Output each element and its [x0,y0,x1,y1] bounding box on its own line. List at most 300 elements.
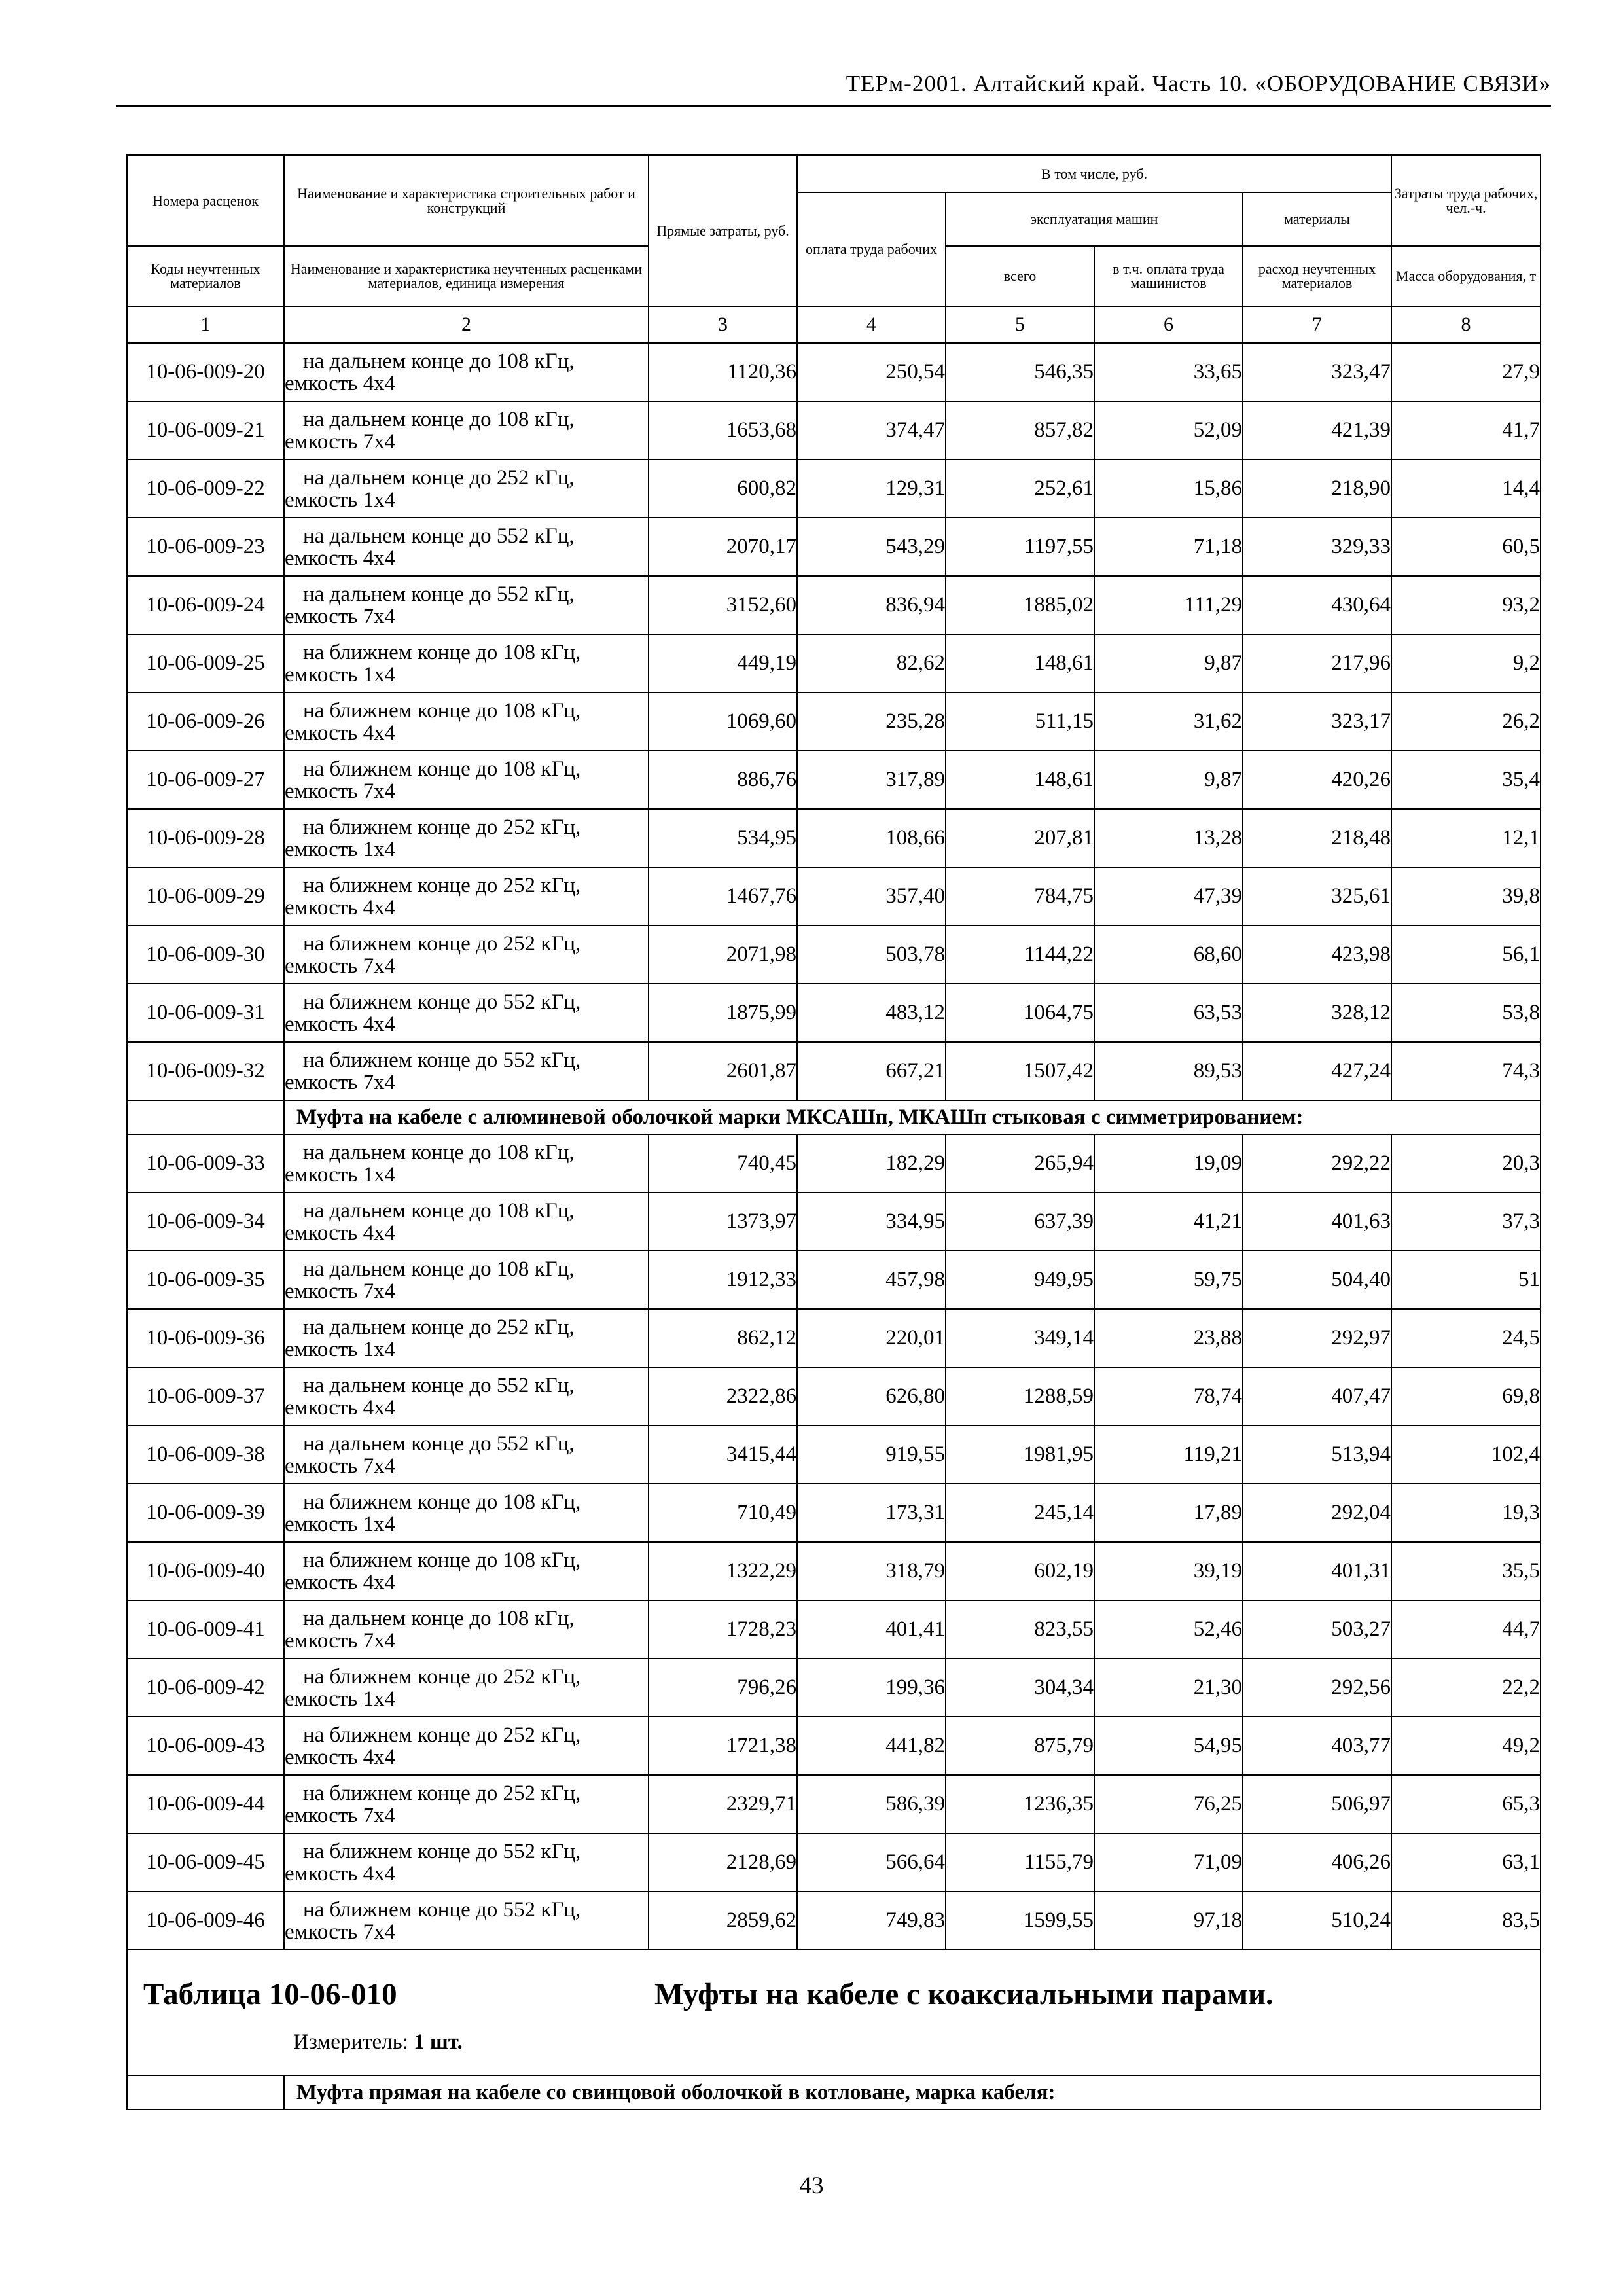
work-description [284,1484,649,1542]
labor-hours: 27,9 [1391,343,1541,401]
description-line-1: на ближнем конце до 552 кГц, [303,990,581,1014]
header-machine-total: всего [946,246,1094,306]
labor-hours: 35,5 [1391,1542,1541,1600]
worker-pay: 334,95 [797,1193,946,1251]
work-description [284,751,649,809]
worker-pay: 503,78 [797,925,946,984]
direct-costs: 862,12 [649,1309,797,1367]
machinist-pay: 97,18 [1094,1892,1243,1950]
machinist-pay: 9,87 [1094,751,1243,809]
column-number: 8 [1391,306,1541,343]
machine-total: 304,34 [946,1659,1094,1717]
machinist-pay: 9,87 [1094,634,1243,692]
work-description [284,343,649,401]
labor-hours: 35,4 [1391,751,1541,809]
column-number: 3 [649,306,797,343]
work-description [284,984,649,1042]
direct-costs: 740,45 [649,1134,797,1193]
labor-hours: 9,2 [1391,634,1541,692]
machinist-pay: 119,21 [1094,1426,1243,1484]
materials: 430,64 [1243,576,1391,634]
header-worker-pay: оплата труда рабочих [797,192,946,306]
header-material-description: Наименование и характеристика неучтенных расценками материалов, единица измерения [284,246,649,306]
machinist-pay: 54,95 [1094,1717,1243,1775]
column-number: 2 [284,306,649,343]
description-line-1: на дальнем концe до 108 кГц, [303,349,575,373]
header-work-description: Наименование и характеристика строительных работ и конструкций [284,155,649,246]
labor-hours: 56,1 [1391,925,1541,984]
measure-unit [293,2030,463,2054]
materials: 423,98 [1243,925,1391,984]
table-row [127,867,1541,925]
machinist-pay: 47,39 [1094,867,1243,925]
worker-pay: 483,12 [797,984,946,1042]
header-rate-numbers: Номера расценок [127,155,284,246]
labor-hours: 102,4 [1391,1426,1541,1484]
table-row [127,634,1541,692]
measure-label: Измеритель: [293,2030,408,2054]
description-line-1: на ближнем конце до 552 кГц, [303,1048,581,1072]
work-description [284,1367,649,1426]
description-line-1: на дальнем концe до 252 кГц, [303,465,575,490]
description-line-2: емкость 7x4 [285,779,396,803]
rate-code: 10-06-009-22 [127,459,284,518]
labor-hours: 22,2 [1391,1659,1541,1717]
header-equipment-mass: Масса оборудования, т [1391,246,1541,306]
machinist-pay: 76,25 [1094,1775,1243,1833]
machinist-pay: 41,21 [1094,1193,1243,1251]
worker-pay: 457,98 [797,1251,946,1309]
worker-pay: 82,62 [797,634,946,692]
table-row [127,576,1541,634]
work-description [284,1251,649,1309]
worker-pay: 626,80 [797,1367,946,1426]
work-description [284,634,649,692]
description-line-1: на ближнем конце до 252 кГц, [303,1664,581,1689]
worker-pay: 250,54 [797,343,946,401]
header-machine-operation: эксплуатация машин [946,192,1243,246]
header-material-consumption: расход неучтенных материалов [1243,246,1391,306]
labor-hours: 39,8 [1391,867,1541,925]
table-row [127,1542,1541,1600]
column-number: 4 [797,306,946,343]
machine-total: 1064,75 [946,984,1094,1042]
direct-costs: 2071,98 [649,925,797,984]
machine-total: 784,75 [946,867,1094,925]
description-line-1: на дальнем концe до 252 кГц, [303,1315,575,1339]
description-line-1: на ближнем конце до 108 кГц, [303,1490,581,1514]
table-row [127,401,1541,459]
direct-costs: 534,95 [649,809,797,867]
table-row [127,343,1541,401]
rate-code: 10-06-009-37 [127,1367,284,1426]
materials: 513,94 [1243,1426,1391,1484]
work-description [284,1042,649,1100]
work-description [284,459,649,518]
description-line-1: на ближнем конце до 252 кГц, [303,815,581,839]
work-description [284,692,649,751]
header-material-codes: Коды неучтенных материалов [127,246,284,306]
work-description [284,925,649,984]
machinist-pay: 89,53 [1094,1042,1243,1100]
machinist-pay: 63,53 [1094,984,1243,1042]
direct-costs: 1373,97 [649,1193,797,1251]
description-line-1: на ближнем конце до 252 кГц, [303,1723,581,1747]
direct-costs: 2322,86 [649,1367,797,1426]
machine-total: 1599,55 [946,1892,1094,1950]
worker-pay: 374,47 [797,401,946,459]
next-table-name: Муфты на кабеле с коаксиальными парами. [654,1977,1274,2011]
labor-hours: 12,1 [1391,809,1541,867]
worker-pay: 129,31 [797,459,946,518]
work-description [284,1717,649,1775]
description-line-2: емкость 4x4 [285,371,396,395]
machinist-pay: 19,09 [1094,1134,1243,1193]
materials: 503,27 [1243,1600,1391,1659]
direct-costs: 1069,60 [649,692,797,751]
table-header [127,155,1541,343]
description-line-2: емкость 4x4 [285,1861,396,1886]
work-description [284,1134,649,1193]
machine-total: 1288,59 [946,1367,1094,1426]
description-line-2: емкость 4x4 [285,1221,396,1245]
materials: 401,63 [1243,1193,1391,1251]
table-row [127,984,1541,1042]
description-line-1: на ближнем конце до 108 кГц, [303,640,581,664]
description-line-1: на ближнем конце до 252 кГц, [303,873,581,897]
rate-code: 10-06-009-40 [127,1542,284,1600]
table-row [127,1193,1541,1251]
machinist-pay: 33,65 [1094,343,1243,401]
worker-pay: 182,29 [797,1134,946,1193]
machine-total: 1144,22 [946,925,1094,984]
column-number: 6 [1094,306,1243,343]
labor-hours: 93,2 [1391,576,1541,634]
rate-code: 10-06-009-21 [127,401,284,459]
direct-costs: 2128,69 [649,1833,797,1892]
rate-code: 10-06-009-24 [127,576,284,634]
labor-hours: 63,1 [1391,1833,1541,1892]
machine-total: 207,81 [946,809,1094,867]
machine-total: 1885,02 [946,576,1094,634]
table-row [127,518,1541,576]
materials: 510,24 [1243,1892,1391,1950]
section-spacer [127,2075,284,2109]
machine-total: 1981,95 [946,1426,1094,1484]
rate-code: 10-06-009-36 [127,1309,284,1367]
rate-code: 10-06-009-30 [127,925,284,984]
labor-hours: 60,5 [1391,518,1541,576]
rates-table [126,154,1541,2110]
direct-costs: 3415,44 [649,1426,797,1484]
description-line-2: емкость 4x4 [285,1745,396,1769]
description-line-1: на дальнем концe до 552 кГц, [303,1373,575,1397]
machine-total: 245,14 [946,1484,1094,1542]
machine-total: 148,61 [946,751,1094,809]
worker-pay: 318,79 [797,1542,946,1600]
worker-pay: 357,40 [797,867,946,925]
description-line-1: на ближнем конце до 552 кГц, [303,1839,581,1863]
header-machinist-pay: в т.ч. оплата труда машинистов [1094,246,1243,306]
worker-pay: 317,89 [797,751,946,809]
description-line-1: на дальнем концe до 108 кГц, [303,1257,575,1281]
rows-group-a [127,343,1541,1100]
table-row [127,459,1541,518]
table-row [127,1134,1541,1193]
direct-costs: 796,26 [649,1659,797,1717]
rate-code: 10-06-009-34 [127,1193,284,1251]
description-line-1: на ближнем конце до 552 кГц, [303,1897,581,1922]
labor-hours: 49,2 [1391,1717,1541,1775]
machinist-pay: 111,29 [1094,576,1243,634]
machinist-pay: 39,19 [1094,1542,1243,1600]
column-number-row [127,306,1541,343]
description-line-2: емкость 1x4 [285,1162,396,1187]
machine-total: 265,94 [946,1134,1094,1193]
materials: 328,12 [1243,984,1391,1042]
rate-code: 10-06-009-45 [127,1833,284,1892]
direct-costs: 886,76 [649,751,797,809]
header-including: В том числе, руб. [797,155,1391,192]
description-line-1: на ближнем конце до 252 кГц, [303,931,581,956]
measure-value: 1 шт. [414,2030,463,2054]
rate-code: 10-06-009-38 [127,1426,284,1484]
rate-code: 10-06-009-25 [127,634,284,692]
table-row [127,1309,1541,1367]
work-description [284,1833,649,1892]
labor-hours: 19,3 [1391,1484,1541,1542]
direct-costs: 1653,68 [649,401,797,459]
work-description [284,809,649,867]
direct-costs: 1467,76 [649,867,797,925]
description-line-1: на дальнем концe до 108 кГц, [303,407,575,431]
header-materials: материалы [1243,192,1391,246]
work-description [284,1309,649,1367]
rate-code: 10-06-009-27 [127,751,284,809]
materials: 406,26 [1243,1833,1391,1892]
description-line-2: емкость 7x4 [285,1454,396,1478]
table-row [127,1833,1541,1892]
direct-costs: 1322,29 [649,1542,797,1600]
materials: 292,22 [1243,1134,1391,1193]
worker-pay: 566,64 [797,1833,946,1892]
column-number: 1 [127,306,284,343]
worker-pay: 586,39 [797,1775,946,1833]
materials: 292,04 [1243,1484,1391,1542]
work-description [284,401,649,459]
machine-total: 602,19 [946,1542,1094,1600]
worker-pay: 235,28 [797,692,946,751]
direct-costs: 1721,38 [649,1717,797,1775]
worker-pay: 401,41 [797,1600,946,1659]
machinist-pay: 21,30 [1094,1659,1243,1717]
section-1 [127,1100,1541,1134]
rate-code: 10-06-009-41 [127,1600,284,1659]
worker-pay: 173,31 [797,1484,946,1542]
column-number: 5 [946,306,1094,343]
labor-hours: 65,3 [1391,1775,1541,1833]
direct-costs: 2601,87 [649,1042,797,1100]
header-labor-hours: Затраты труда рабочих, чел.-ч. [1391,155,1541,246]
description-line-2: емкость 4x4 [285,1395,396,1420]
rate-code: 10-06-009-32 [127,1042,284,1100]
direct-costs: 2070,17 [649,518,797,576]
work-description [284,1775,649,1833]
work-description [284,1193,649,1251]
machine-total: 1236,35 [946,1775,1094,1833]
rate-code: 10-06-009-43 [127,1717,284,1775]
labor-hours: 37,3 [1391,1193,1541,1251]
description-line-1: на дальнем концe до 552 кГц, [303,1431,575,1456]
description-line-1: на ближнем конце до 108 кГц, [303,1548,581,1572]
table-row [127,1426,1541,1484]
labor-hours: 20,3 [1391,1134,1541,1193]
description-line-1: на дальнем концe до 108 кГц, [303,1198,575,1223]
direct-costs: 2329,71 [649,1775,797,1833]
work-description [284,1542,649,1600]
machine-total: 511,15 [946,692,1094,751]
machine-total: 637,39 [946,1193,1094,1251]
machinist-pay: 71,18 [1094,518,1243,576]
materials: 407,47 [1243,1367,1391,1426]
machinist-pay: 31,62 [1094,692,1243,751]
direct-costs: 2859,62 [649,1892,797,1950]
header-direct-costs: Прямые затраты, руб. [649,155,797,306]
machinist-pay: 23,88 [1094,1309,1243,1367]
materials: 218,90 [1243,459,1391,518]
next-table-block [127,1950,1541,2109]
labor-hours: 44,7 [1391,1600,1541,1659]
rate-code: 10-06-009-31 [127,984,284,1042]
direct-costs: 1120,36 [649,343,797,401]
table-row [127,751,1541,809]
materials: 329,33 [1243,518,1391,576]
table-row [127,1892,1541,1950]
worker-pay: 199,36 [797,1659,946,1717]
machinist-pay: 17,89 [1094,1484,1243,1542]
description-line-1: на дальнем концe до 552 кГц, [303,524,575,548]
labor-hours: 14,4 [1391,459,1541,518]
materials: 421,39 [1243,401,1391,459]
worker-pay: 543,29 [797,518,946,576]
work-description [284,518,649,576]
machinist-pay: 52,46 [1094,1600,1243,1659]
machine-total: 148,61 [946,634,1094,692]
machinist-pay: 15,86 [1094,459,1243,518]
table-row [127,1042,1541,1100]
table-row [127,1600,1541,1659]
direct-costs: 600,82 [649,459,797,518]
worker-pay: 836,94 [797,576,946,634]
work-description [284,1892,649,1950]
materials: 323,17 [1243,692,1391,751]
section-spacer [127,1100,284,1134]
table-row [127,925,1541,984]
materials: 217,96 [1243,634,1391,692]
worker-pay: 441,82 [797,1717,946,1775]
description-line-2: емкость 1x4 [285,1512,396,1536]
rate-code: 10-06-009-35 [127,1251,284,1309]
table-row [127,1484,1541,1542]
materials: 325,61 [1243,867,1391,925]
labor-hours: 24,5 [1391,1309,1541,1367]
description-line-2: емкость 7x4 [285,1920,396,1944]
description-line-1: на ближнем конце до 108 кГц, [303,757,581,781]
machine-total: 1507,42 [946,1042,1094,1100]
section-heading: Муфта на кабеле с алюминевой оболочкой марки МКСАШп, МКАШп стыковая с симметрированием: [284,1100,1541,1134]
machinist-pay: 52,09 [1094,401,1243,459]
header-rule [116,105,1551,107]
direct-costs: 1912,33 [649,1251,797,1309]
description-line-2: емкость 7x4 [285,954,396,978]
description-line-2: емкость 4x4 [285,721,396,745]
rate-code: 10-06-009-23 [127,518,284,576]
materials: 504,40 [1243,1251,1391,1309]
description-line-2: емкость 7x4 [285,429,396,454]
rate-code: 10-06-009-20 [127,343,284,401]
description-line-2: емкость 1x4 [285,1337,396,1361]
direct-costs: 449,19 [649,634,797,692]
description-line-2: емкость 1x4 [285,1687,396,1711]
rate-code: 10-06-009-46 [127,1892,284,1950]
direct-costs: 710,49 [649,1484,797,1542]
materials: 292,97 [1243,1309,1391,1367]
materials: 401,31 [1243,1542,1391,1600]
section-heading: Муфта прямая на кабеле со свинцовой оболочкой в котловане, марка кабеля: [284,2075,1541,2109]
table-row [127,692,1541,751]
work-description [284,1659,649,1717]
labor-hours: 83,5 [1391,1892,1541,1950]
labor-hours: 26,2 [1391,692,1541,751]
machinist-pay: 68,60 [1094,925,1243,984]
materials: 506,97 [1243,1775,1391,1833]
table-row [127,1659,1541,1717]
direct-costs: 3152,60 [649,576,797,634]
rate-code: 10-06-009-42 [127,1659,284,1717]
page-number: 43 [799,2172,824,2199]
machinist-pay: 71,09 [1094,1833,1243,1892]
table-row [127,1717,1541,1775]
machine-total: 546,35 [946,343,1094,401]
machine-total: 949,95 [946,1251,1094,1309]
work-description [284,1600,649,1659]
machinist-pay: 78,74 [1094,1367,1243,1426]
machinist-pay: 59,75 [1094,1251,1243,1309]
labor-hours: 69,8 [1391,1367,1541,1426]
machine-total: 252,61 [946,459,1094,518]
machine-total: 875,79 [946,1717,1094,1775]
next-table-title-cell [127,1950,1541,2075]
table-row [127,1775,1541,1833]
description-line-2: емкость 7x4 [285,1628,396,1653]
description-line-2: емкость 4x4 [285,1012,396,1036]
machine-total: 349,14 [946,1309,1094,1367]
machine-total: 1197,55 [946,518,1094,576]
rate-code: 10-06-009-26 [127,692,284,751]
rate-code: 10-06-009-28 [127,809,284,867]
rows-group-b [127,1134,1541,1950]
description-line-2: емкость 7x4 [285,1279,396,1303]
machinist-pay: 13,28 [1094,809,1243,867]
work-description [284,867,649,925]
table-row [127,1367,1541,1426]
description-line-2: емкость 4x4 [285,895,396,920]
worker-pay: 108,66 [797,809,946,867]
description-line-2: емкость 1x4 [285,837,396,861]
rate-code: 10-06-009-44 [127,1775,284,1833]
table-row [127,809,1541,867]
worker-pay: 749,83 [797,1892,946,1950]
